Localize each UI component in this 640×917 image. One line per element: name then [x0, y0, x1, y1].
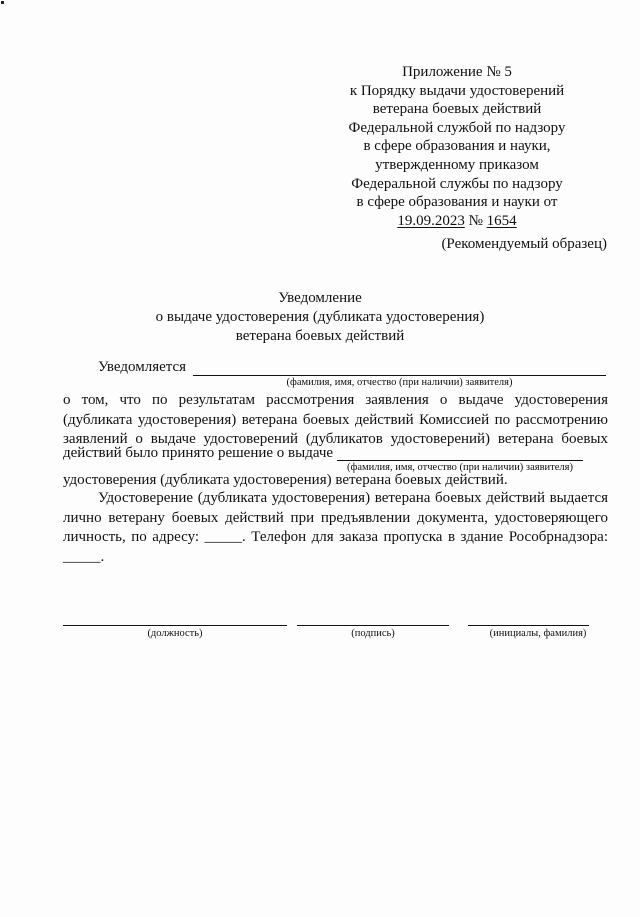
- paragraph-line: _____.: [63, 548, 105, 565]
- paragraph-line: о том, что по результатам рассмотрения заявления о выдаче удостоверения: [63, 392, 608, 408]
- number-sign: №: [468, 212, 483, 229]
- appendix-header: [307, 63, 607, 230]
- recipient-name-caption: (фамилия, имя, отчество (при наличии) заявителя): [347, 462, 573, 473]
- paragraph-issuance: [63, 489, 608, 567]
- applicant-name-field[interactable]: [193, 375, 606, 376]
- appendix-line: к Порядку выдачи удостоверений: [349, 82, 565, 99]
- order-date-number: [307, 212, 607, 231]
- appendix-line: в сфере образования и науки,: [363, 138, 551, 155]
- paragraph-line: лично ветерану боевых действий при предъявлении документа, удостоверяющего: [63, 509, 608, 526]
- appendix-line: ветерана боевых действий: [372, 101, 542, 118]
- recommended-sample-label: (Рекомендуемый образец): [441, 236, 607, 252]
- notify-label: Уведомляется: [98, 359, 187, 375]
- appendix-line: Федеральной службы по надзору: [351, 175, 563, 192]
- paragraph-line: (дубликата удостоверения) ветерана боевых действий Комиссией по рассмотрению: [63, 411, 608, 428]
- initials-field[interactable]: [468, 625, 589, 626]
- document-title: [0, 289, 640, 346]
- signature-field[interactable]: [297, 625, 449, 626]
- paragraph-decision: [63, 391, 608, 450]
- appendix-line: в сфере образования и науки от: [356, 194, 558, 211]
- recipient-name-field[interactable]: [337, 460, 583, 461]
- title-line-2: о выдаче удостоверения (дубликата удостоверения): [155, 309, 485, 325]
- certificate-text: удостоверения (дубликата удостоверения) ветерана боевых действий.: [63, 472, 508, 488]
- title-line-1: Уведомление: [278, 290, 362, 306]
- decision-text: действий было принято решение о выдаче: [63, 445, 334, 461]
- paragraph-line: личность, по адресу: _____. Телефон для заказа пропуска в здание Рособрнадзора:: [63, 529, 608, 545]
- position-field[interactable]: [63, 625, 287, 626]
- paragraph-line: заявлений о выдаче удостоверений (дубликатов удостоверений) ветерана боевых: [63, 431, 608, 447]
- signature-caption: (подпись): [351, 628, 395, 639]
- appendix-line: утвержденному приказом: [375, 156, 539, 173]
- order-number: 1654: [486, 212, 517, 229]
- paragraph-line: Удостоверение (дубликата удостоверения) ветерана боевых действий выдается: [98, 490, 608, 506]
- scan-corner-mark: [1, 1, 4, 4]
- appendix-line: Приложение № 5: [402, 64, 512, 80]
- title-line-3: ветерана боевых действий: [235, 328, 405, 344]
- initials-caption: (инициалы, фамилия): [489, 628, 587, 639]
- applicant-name-caption: (фамилия, имя, отчество (при наличии) заявителя): [286, 377, 513, 388]
- appendix-line: Федеральной службой по надзору: [348, 119, 566, 136]
- position-caption: (должность): [147, 628, 203, 639]
- order-date: 19.09.2023: [397, 212, 465, 229]
